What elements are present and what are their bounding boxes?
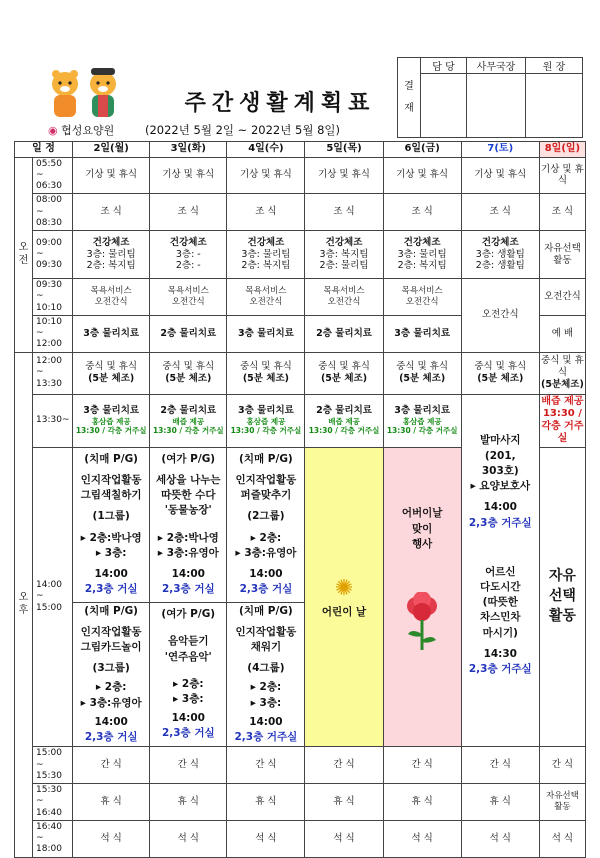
cell: 휴 식 <box>461 784 539 821</box>
cell-lunch: 중식 및 휴식 (5분 체조) <box>383 352 461 394</box>
cell: 간 식 <box>227 747 305 784</box>
time-0800: 08:00 ~ 08:30 <box>33 194 73 231</box>
cell-bath: 목욕서비스 오전간식 <box>383 279 461 316</box>
cell: 간 식 <box>539 747 585 784</box>
cell-exercise-wed: 건강체조 3층: 물리팀 2층: 복지팀 <box>227 231 305 279</box>
cell-sat-afternoon: 발마사지 (201, 303호) ▸ 요양보호사 14:00 2,3층 거주실 어르신 다도시간 (따뜻한 차스민차 마시기) 14:30 2,3층 거주실 <box>461 394 539 747</box>
cell-pt: 3층 물리치료 <box>73 315 150 352</box>
cell: 간 식 <box>383 747 461 784</box>
firework-icon: ✺ <box>334 576 354 602</box>
cell-pt: 3층 물리치료 <box>227 315 305 352</box>
cell: 기상 및 휴식 <box>383 157 461 194</box>
col-header-thu: 5일(목) <box>305 142 383 158</box>
col-header-schedule: 일 정 <box>15 142 73 158</box>
cell-bath: 목욕서비스 오전간식 <box>150 279 227 316</box>
cell-exercise-thu: 건강체조 3층: 복지팀 2층: 물리팀 <box>305 231 383 279</box>
cell-program-tue-2: (여가 P/G) 음악듣기 '연주음악' ▸ 2층: ▸ 3층: 14:00 2,3층 거실 <box>150 602 227 747</box>
cell: 간 식 <box>305 747 383 784</box>
cell-sun-lunch: 중식 및 휴식 (5분체조) <box>539 352 585 394</box>
approval-sign-staff <box>421 74 467 138</box>
col-header-fri: 6일(금) <box>383 142 461 158</box>
cell-sun-pear-juice: 배즙 제공 13:30 / 각층 거주실 <box>539 394 585 447</box>
weekly-schedule-table <box>14 141 586 858</box>
cell-program-tue-1: (여가 P/G) 세상을 나누는 따뜻한 수다 '동물농장' ▸ 2층:박나영 ▸ 3층:유영아 14:00 2,3층 거실 <box>150 447 227 602</box>
carnation-icon <box>385 592 460 657</box>
cell: 기상 및 휴식 <box>305 157 383 194</box>
cell-pt-drink: 2층 물리치료 배즙 제공 13:30 / 각층 거주실 <box>150 394 227 447</box>
tiger-mascot-logo <box>45 62 125 120</box>
cell: 간 식 <box>150 747 227 784</box>
col-header-tue: 3일(화) <box>150 142 227 158</box>
time-0550: 05:50 ~ 06:30 <box>33 157 73 194</box>
cell-sat-am-snack: 오전간식 <box>461 279 539 353</box>
cell-lunch: 중식 및 휴식 (5분 체조) <box>461 352 539 394</box>
cell: 석 식 <box>461 820 539 857</box>
cell-pt: 2층 물리치료 <box>150 315 227 352</box>
col-header-wed: 4일(수) <box>227 142 305 158</box>
cell-program-mon-2: (치매 P/G) 인지작업활동 그림카드놀이 (3그룹) ▸ 2층: ▸ 3층:유영아 14:00 2,3층 거실 <box>73 602 150 747</box>
cell-lunch: 중식 및 휴식 (5분 체조) <box>227 352 305 394</box>
cell-bath: 목욕서비스 오전간식 <box>227 279 305 316</box>
cell: 조 식 <box>305 194 383 231</box>
cell-exercise-fri: 건강체조 3층: 물리팀 2층: 복지팀 <box>383 231 461 279</box>
col-header-mon: 2일(월) <box>73 142 150 158</box>
approval-role-staff: 담 당 <box>421 58 467 74</box>
cell: 석 식 <box>73 820 150 857</box>
cell-pt-drink: 3층 물리치료 홍삼즙 제공 13:30 / 각층 거주실 <box>383 394 461 447</box>
time-1330: 13:30~ <box>33 394 73 447</box>
cell-pt-drink: 2층 물리치료 배즙 제공 13:30 / 각층 거주실 <box>305 394 383 447</box>
cell-exercise-sat: 건강체조 3층: 생활팀 2층: 생활팀 <box>461 231 539 279</box>
cell: 휴 식 <box>150 784 227 821</box>
cell-pt-drink: 3층 물리치료 홍삼즙 제공 13:30 / 각층 거주실 <box>73 394 150 447</box>
cell-parents-day: 어버이날 맞이 행사 <box>383 447 461 747</box>
cell: 조 식 <box>150 194 227 231</box>
cell-exercise-tue: 건강체조 3층: - 2층: - <box>150 231 227 279</box>
cell: 기상 및 휴식 <box>73 157 150 194</box>
pm-label: 오 후 <box>15 352 33 857</box>
cell: 석 식 <box>227 820 305 857</box>
cell-bath: 목욕서비스 오전간식 <box>305 279 383 316</box>
cell: 간 식 <box>73 747 150 784</box>
cell: 석 식 <box>150 820 227 857</box>
cell: 휴 식 <box>73 784 150 821</box>
cell: 조 식 <box>73 194 150 231</box>
cell-program-wed-1: (치매 P/G) 인지작업활동 퍼즐맞추기 (2그룹) ▸ 2층: ▸ 3층:유영아 14:00 2,3층 거실 <box>227 447 305 602</box>
time-0930: 09:30 ~ 10:10 <box>33 279 73 316</box>
approval-role-manager: 사무국장 <box>467 58 526 74</box>
time-1530: 15:30 ~ 16:40 <box>33 784 73 821</box>
cell: 기상 및 휴식 <box>227 157 305 194</box>
cell: 휴 식 <box>227 784 305 821</box>
time-1010: 10:10 ~ 12:00 <box>33 315 73 352</box>
cell-sun-free-activity: 자유 선택 활동 <box>539 447 585 747</box>
col-header-sun: 8일(일) <box>539 142 585 158</box>
cell-lunch: 중식 및 휴식 (5분 체조) <box>150 352 227 394</box>
cell: 휴 식 <box>305 784 383 821</box>
time-1200: 12:00 ~ 13:30 <box>33 352 73 394</box>
cell-lunch: 중식 및 휴식 (5분 체조) <box>305 352 383 394</box>
org-name: ◉ 협성요양원 <box>48 124 115 137</box>
cell-program-mon-1: (치매 P/G) 인지작업활동 그림색칠하기 (1그룹) ▸ 2층:박나영 ▸ 3층: 14:00 2,3층 거실 <box>73 447 150 602</box>
time-1640: 16:40 ~ 18:00 <box>33 820 73 857</box>
cell-childrens-day: ✺ 어린이 날 <box>305 447 383 747</box>
cell: 석 식 <box>383 820 461 857</box>
cell-sun-worship: 예 배 <box>539 315 585 352</box>
page-title: 주간생활계획표 <box>184 91 376 116</box>
cell-pt: 3층 물리치료 <box>383 315 461 352</box>
cell: 기상 및 휴식 <box>539 157 585 194</box>
approval-box <box>397 57 583 138</box>
cell: 조 식 <box>227 194 305 231</box>
cell-bath: 목욕서비스 오전간식 <box>73 279 150 316</box>
cell: 석 식 <box>305 820 383 857</box>
cell: 석 식 <box>539 820 585 857</box>
cell: 조 식 <box>383 194 461 231</box>
cell-exercise-mon: 건강체조 3층: 물리팀 2층: 복지팀 <box>73 231 150 279</box>
cell-sun-free: 자유선택 활동 <box>539 231 585 279</box>
approval-sign-director <box>526 74 583 138</box>
cell: 휴 식 <box>383 784 461 821</box>
cell: 간 식 <box>461 747 539 784</box>
cell: 자유선택 활동 <box>539 784 585 821</box>
approval-sign-manager <box>467 74 526 138</box>
approval-role-director: 원 장 <box>526 58 583 74</box>
time-1400: 14:00 ~ 15:00 <box>33 447 73 747</box>
cell-sun-am-snack: 오전간식 <box>539 279 585 316</box>
cell: 조 식 <box>461 194 539 231</box>
am-label: 오 전 <box>15 157 33 352</box>
cell-lunch: 중식 및 휴식 (5분 체조) <box>73 352 150 394</box>
cell: 기상 및 휴식 <box>461 157 539 194</box>
cell-pt-drink: 3층 물리치료 홍삼즙 제공 13:30 / 각층 거주실 <box>227 394 305 447</box>
cell-program-wed-2: (치매 P/G) 인지작업활동 채워기 (4그룹) ▸ 2층: ▸ 3층: 14:00 2,3층 거주실 <box>227 602 305 747</box>
time-1500: 15:00 ~ 15:30 <box>33 747 73 784</box>
date-period: (2022년 5월 2일 ~ 2022년 5월 8일) <box>145 123 340 137</box>
approval-side-label: 결 재 <box>398 58 421 138</box>
col-header-sat: 7(토) <box>461 142 539 158</box>
cell: 조 식 <box>539 194 585 231</box>
cell: 기상 및 휴식 <box>150 157 227 194</box>
cell-pt: 2층 물리치료 <box>305 315 383 352</box>
time-0900: 09:00 ~ 09:30 <box>33 231 73 279</box>
org-logo-icon: ◉ <box>48 124 58 137</box>
